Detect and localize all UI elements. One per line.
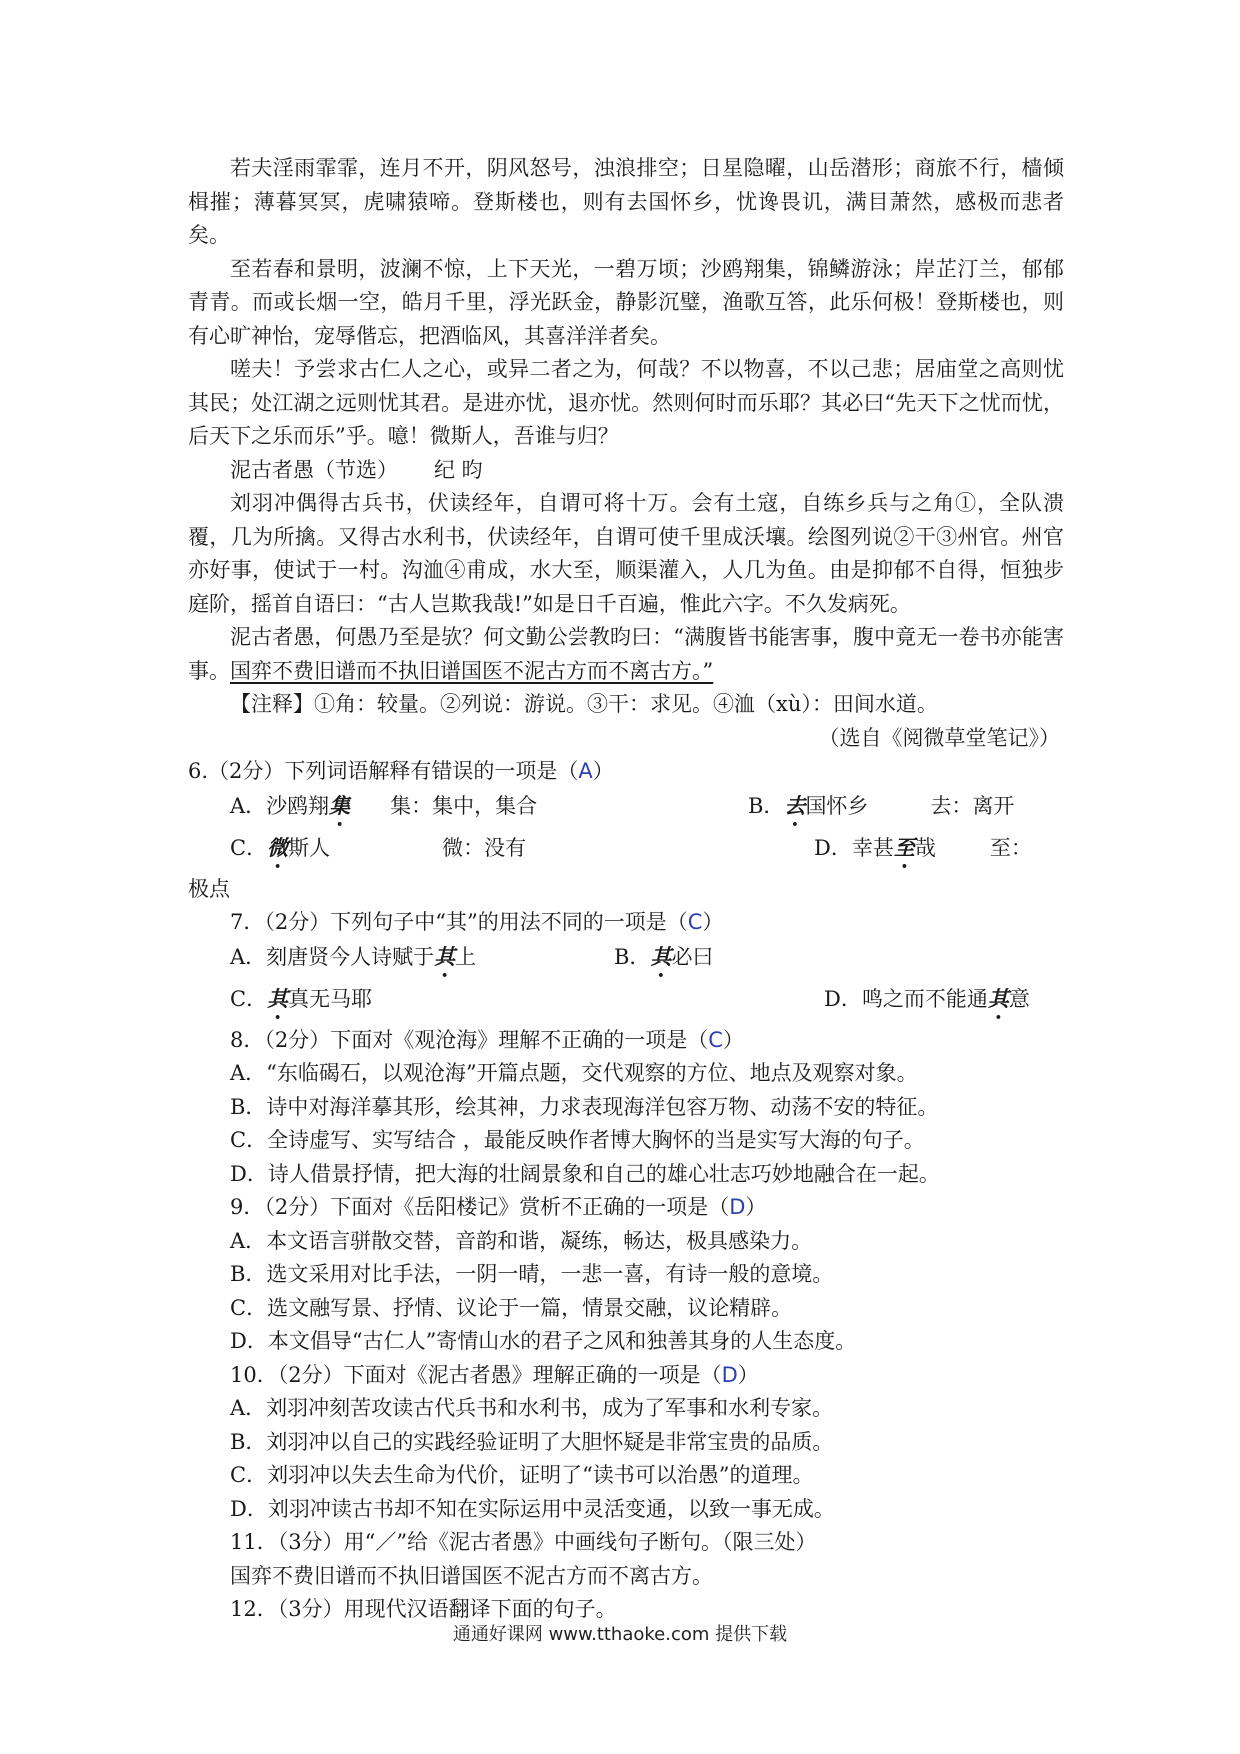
passage-2-title: 泥古者愚（节选） xyxy=(230,457,398,482)
q6b-def: 去：离开 xyxy=(930,793,1015,818)
question-8-answer: C xyxy=(708,1027,723,1052)
question-8-close: ） xyxy=(722,1027,744,1052)
q6b-dot: 去 xyxy=(784,792,806,818)
question-6-option-d xyxy=(814,831,1032,873)
question-8-option-c: C．全诗虚写、实写结合 ，最能反映作者博大胸怀的当是实写大海的句子。 xyxy=(230,1128,925,1152)
passage-paragraph-4: 刘羽冲偶得古兵书，伏读经年，自谓可将十万。会有土寇，自练乡兵与之角①，全队溃覆，几为所擒。又得古水利书，伏读经年，自谓可使千里成沃壤。绘图列说②干③州官。州官亦好事，使试于一村。沟洫④甫成，水大至，顺渠灌入，人几为鱼。由是抑郁不自得，恒独步庭阶，摇首自语曰：“古人岂欺我哉!”如是日千百遍，惟此六字。不久发病死。 xyxy=(188,491,1064,616)
question-9-text: 9．（2分）下面对《岳阳楼记》赏析不正确的一项是（ xyxy=(230,1195,730,1219)
question-7-option-b xyxy=(614,940,713,982)
q7b-post: 必曰 xyxy=(671,944,714,969)
q6d-dot: 至 xyxy=(893,834,915,860)
q6d-def: 至： xyxy=(989,835,1032,860)
question-9-option-d: D．本文倡导“古仁人”寄情山水的君子之风和独善其身的人生态度。 xyxy=(230,1329,857,1353)
q6a-def: 集：集中，集合 xyxy=(390,793,538,818)
passage-paragraph-5 xyxy=(188,621,1064,688)
passage-paragraph-1: 若夫淫雨霏霏，连月不开，阴风怒号，浊浪排空；日星隐曜，山岳潜形；商旅不行，樯倾楫摧；薄暮冥冥，虎啸猿啼。登斯楼也，则有去国怀乡，忧谗畏讥，满目萧然，感极而悲者矣。 xyxy=(188,156,1064,247)
question-9-option-a: A．本文语言骈散交替，音韵和谐，凝练，畅达，极具感染力。 xyxy=(230,1228,813,1253)
source-citation: （选自《阅微草堂笔记》） xyxy=(818,725,1060,750)
question-8-stem xyxy=(188,1024,1064,1058)
passage-paragraph-3: 嗟夫！予尝求古仁人之心，或异二者之为，何哉？不以物喜，不以己悲；居庙堂之高则忧其民；处江湖之远则忧其君。是进亦忧，退亦忧。然则何时而乐耶？其必曰“先天下之忧而忧，后天下之乐而乐”乎。噫！微斯人，吾谁与归？ xyxy=(188,357,1064,448)
question-9-option-c: C．选文融写景、抒情、议论于一篇，情景交融，议论精辟。 xyxy=(230,1295,793,1320)
question-7-stem xyxy=(188,906,1064,940)
question-7-options-cd xyxy=(188,982,1064,1024)
underlined-sentence: 国弈不费旧谱而不执旧谱国医不泥古方而不离古方。” xyxy=(230,658,714,683)
q6c-pre: C． xyxy=(230,835,268,860)
q7a-pre: A．刻唐贤今人诗赋于 xyxy=(230,944,435,969)
question-7-option-a xyxy=(230,940,614,982)
question-9-stem xyxy=(188,1191,1064,1225)
question-8-option-d: D．诗人借景抒情，把大海的壮阔景象和自己的雄心壮志巧妙地融合在一起。 xyxy=(230,1161,940,1186)
question-6-option-c xyxy=(230,831,814,873)
q7d-dot: 其 xyxy=(987,985,1009,1011)
question-10-option-c: C．刘羽冲以失去生命为代价，证明了“读书可以治愚”的道理。 xyxy=(230,1463,814,1487)
passage-2-heading xyxy=(188,454,1064,488)
question-7-close: ） xyxy=(702,910,724,934)
question-8-option-b: B．诗中对海洋摹其形，绘其神，力求表现海洋包容万物、动荡不安的特征。 xyxy=(230,1094,939,1119)
question-7-text: 7．（2分）下列句子中“其”的用法不同的一项是（ xyxy=(230,910,688,934)
question-12-stem: 12．（3分）用现代汉语翻译下面的句子。 xyxy=(230,1597,617,1621)
q7a-post: 上 xyxy=(455,944,477,969)
passage-2-author: 纪 昀 xyxy=(434,457,483,482)
q7d-pre: D．鸣之而不能通 xyxy=(824,986,988,1011)
question-8-option-a: A．“东临碣石，以观沧海”开篇点题，交代观察的方位、地点及观察对象。 xyxy=(230,1061,918,1085)
question-6-text: 6.（2分）下列词语解释有错误的一项是（ xyxy=(188,759,579,783)
q6c-def: 微：没有 xyxy=(442,835,527,860)
question-6-options-cd xyxy=(188,831,1064,873)
question-10-option-a: A．刘羽冲刻苦攻读古代兵书和水利书，成为了军事和水利专家。 xyxy=(230,1396,834,1420)
question-11-sentence: 国弈不费旧谱而不执旧谱国医不泥古方而不离古方。 xyxy=(230,1563,713,1588)
question-6-stem xyxy=(188,755,1064,789)
q7d-post: 意 xyxy=(1008,986,1030,1011)
question-6-close: ） xyxy=(592,759,614,783)
q7c-dot: 其 xyxy=(267,985,289,1011)
question-7-options-ab xyxy=(188,940,1064,982)
passage-paragraph-5-text: 泥古者愚，何愚乃至是欤？何文勤公尝教昀曰：“满腹皆书能害事，腹中竟无一卷书亦能害事。 xyxy=(188,625,1064,683)
q6c-dot: 微 xyxy=(267,834,289,860)
question-6-options-ab xyxy=(188,789,1064,831)
question-8-text: 8．（2分）下面对《观沧海》理解不正确的一项是（ xyxy=(230,1027,709,1052)
question-6-option-d-continued: 极点 xyxy=(188,876,230,901)
question-6-option-a xyxy=(230,789,748,831)
q7b-pre: B． xyxy=(614,944,651,969)
passage-paragraph-2: 至若春和景明，波澜不惊，上下天光，一碧万顷；沙鸥翔集，锦鳞游泳；岸芷汀兰，郁郁青青。而或长烟一空，皓月千里，浮光跃金，静影沉璧，渔歌互答，此乐何极！登斯楼也，则有心旷神怡，宠辱偕忘，把酒临风，其喜洋洋者矣。 xyxy=(188,256,1064,348)
question-11-stem: 11．（3分）用“／”给《泥古者愚》中画线句子断句。（限三处） xyxy=(230,1530,817,1554)
document-body xyxy=(188,152,1064,1627)
q7a-dot: 其 xyxy=(434,943,456,969)
question-6-answer: A xyxy=(578,759,593,783)
q6a-pre: A．沙鸥翔 xyxy=(230,793,330,818)
question-10-answer: D xyxy=(721,1362,738,1387)
question-9-close: ） xyxy=(745,1195,767,1219)
question-7-answer: C xyxy=(687,910,703,934)
q6b-pre: B． xyxy=(748,793,785,818)
question-10-stem xyxy=(188,1359,1064,1393)
question-10-close: ） xyxy=(737,1362,759,1387)
q7c-post: 真无马耶 xyxy=(288,986,373,1011)
q7b-dot: 其 xyxy=(650,943,672,969)
question-7-option-c xyxy=(230,982,824,1024)
question-9-option-b: B．选文采用对比手法，一阴一晴，一悲一喜，有诗一般的意境。 xyxy=(230,1262,834,1286)
question-7-option-d xyxy=(824,982,1030,1024)
q6d-post: 哉 xyxy=(914,835,936,860)
q6d-pre: D．幸甚 xyxy=(814,835,894,860)
q7c-pre: C． xyxy=(230,986,268,1011)
question-10-option-d: D．刘羽冲读古书却不知在实际运用中灵活变通，以致一事无成。 xyxy=(230,1496,835,1521)
question-10-option-b: B．刘羽冲以自己的实践经验证明了大胆怀疑是非常宝贵的品质。 xyxy=(230,1429,834,1454)
q6c-post: 斯人 xyxy=(288,835,331,860)
q6b-post: 国怀乡 xyxy=(805,793,869,818)
page-footer: 通通好课网 www.tthaoke.com 提供下载 xyxy=(452,1624,788,1645)
question-10-text: 10．（2分）下面对《泥古者愚》理解正确的一项是（ xyxy=(230,1362,722,1387)
q6a-dot: 集 xyxy=(329,792,351,818)
question-6-option-b xyxy=(748,789,1014,831)
question-9-answer: D xyxy=(729,1195,746,1219)
annotation-note: 【注释】①角：较量。②列说：游说。③干：求见。④洫（xù）：田间水道。 xyxy=(230,692,938,716)
